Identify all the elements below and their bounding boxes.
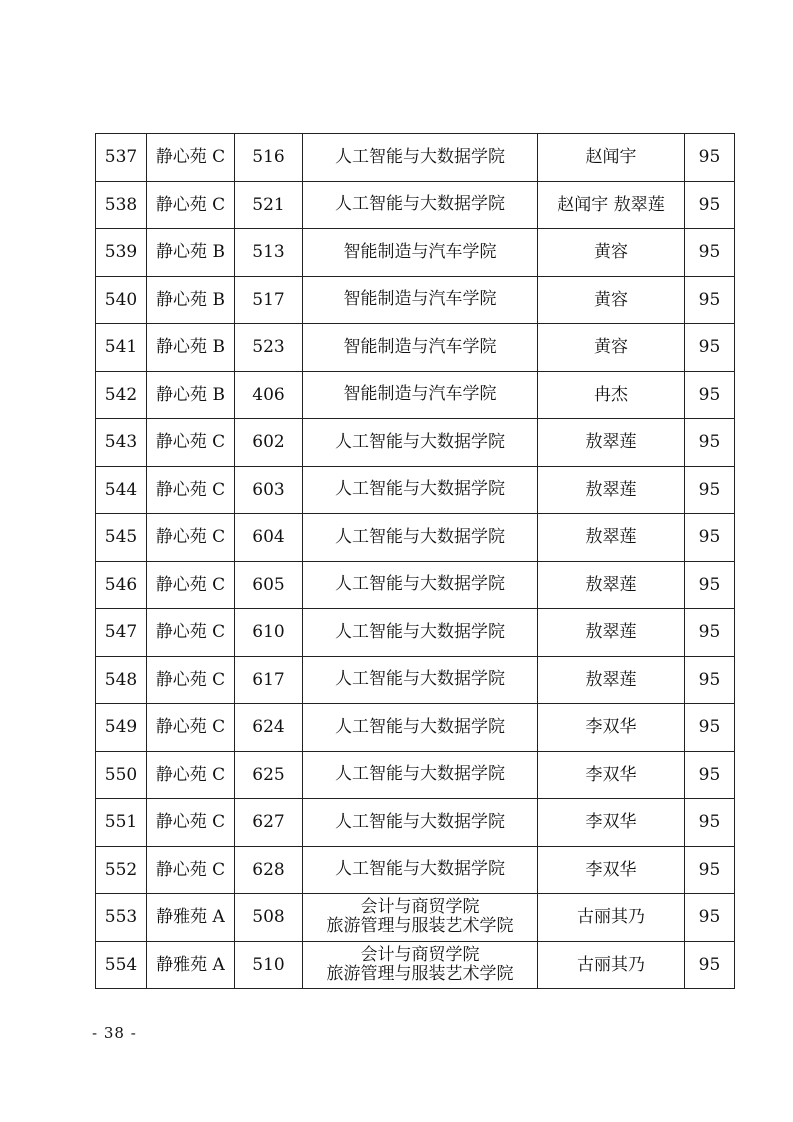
college-cell [303, 324, 538, 372]
row-number-cell: 552 [96, 846, 147, 894]
room-number-cell: 604 [235, 514, 303, 562]
room-number-cell: 510 [235, 941, 303, 989]
score-cell: 95 [685, 846, 735, 894]
college-name-line: 旅游管理与服装艺术学院 [326, 916, 514, 937]
college-name-line: 人工智能与大数据学院 [335, 194, 505, 215]
college-cell [303, 846, 538, 894]
college-cell [303, 229, 538, 277]
building-cell: 静心苑 C [147, 656, 235, 704]
score-cell: 95 [685, 371, 735, 419]
room-number-cell: 602 [235, 419, 303, 467]
room-number-cell: 508 [235, 894, 303, 942]
room-number-cell: 406 [235, 371, 303, 419]
row-number-cell: 540 [96, 276, 147, 324]
table-row [96, 134, 735, 182]
score-cell: 95 [685, 514, 735, 562]
table-row [96, 656, 735, 704]
building-cell: 静心苑 C [147, 799, 235, 847]
row-number-cell: 554 [96, 941, 147, 989]
college-name-line: 人工智能与大数据学院 [335, 764, 505, 785]
college-name-line: 人工智能与大数据学院 [335, 859, 505, 880]
table-row [96, 799, 735, 847]
room-number-cell: 625 [235, 751, 303, 799]
room-number-cell: 605 [235, 561, 303, 609]
person-in-charge-cell: 冉杰 [538, 371, 685, 419]
college-name-line: 人工智能与大数据学院 [335, 574, 505, 595]
building-cell: 静心苑 C [147, 514, 235, 562]
college-name-line: 人工智能与大数据学院 [335, 669, 505, 690]
person-in-charge-cell: 李双华 [538, 751, 685, 799]
score-cell: 95 [685, 894, 735, 942]
table-row [96, 894, 735, 942]
room-number-cell: 617 [235, 656, 303, 704]
college-cell [303, 751, 538, 799]
person-in-charge-cell: 赵闻宇 敖翠莲 [538, 181, 685, 229]
college-cell [303, 561, 538, 609]
table-row [96, 704, 735, 752]
score-cell: 95 [685, 656, 735, 704]
building-cell: 静心苑 C [147, 134, 235, 182]
building-cell: 静心苑 C [147, 181, 235, 229]
table-row [96, 751, 735, 799]
row-number-cell: 548 [96, 656, 147, 704]
row-number-cell: 543 [96, 419, 147, 467]
table-row [96, 181, 735, 229]
college-name-line: 人工智能与大数据学院 [335, 716, 505, 737]
score-cell: 95 [685, 609, 735, 657]
college-name-line: 智能制造与汽车学院 [343, 241, 497, 262]
college-cell [303, 799, 538, 847]
row-number-cell: 541 [96, 324, 147, 372]
college-cell [303, 466, 538, 514]
college-name-line: 旅游管理与服装艺术学院 [326, 963, 514, 984]
college-name-line: 人工智能与大数据学院 [335, 526, 505, 547]
building-cell: 静雅苑 A [147, 894, 235, 942]
college-cell [303, 609, 538, 657]
row-number-cell: 550 [96, 751, 147, 799]
score-cell: 95 [685, 276, 735, 324]
dormitory-score-table [95, 133, 735, 989]
row-number-cell: 547 [96, 609, 147, 657]
row-number-cell: 551 [96, 799, 147, 847]
college-name-line: 会计与商贸学院 [360, 944, 480, 965]
college-name-line: 智能制造与汽车学院 [343, 289, 497, 310]
person-in-charge-cell: 李双华 [538, 799, 685, 847]
college-cell [303, 894, 538, 942]
college-cell [303, 941, 538, 989]
table-body [96, 134, 735, 989]
building-cell: 静心苑 C [147, 609, 235, 657]
score-cell: 95 [685, 704, 735, 752]
building-cell: 静心苑 C [147, 466, 235, 514]
table-row [96, 371, 735, 419]
room-number-cell: 513 [235, 229, 303, 277]
college-name-line: 人工智能与大数据学院 [335, 146, 505, 167]
building-cell: 静心苑 C [147, 419, 235, 467]
building-cell: 静雅苑 A [147, 941, 235, 989]
person-in-charge-cell: 古丽其乃 [538, 941, 685, 989]
row-number-cell: 542 [96, 371, 147, 419]
room-number-cell: 610 [235, 609, 303, 657]
room-number-cell: 521 [235, 181, 303, 229]
person-in-charge-cell: 李双华 [538, 846, 685, 894]
person-in-charge-cell: 李双华 [538, 704, 685, 752]
college-name-line: 智能制造与汽车学院 [343, 336, 497, 357]
person-in-charge-cell: 敖翠莲 [538, 419, 685, 467]
college-name-line: 会计与商贸学院 [360, 897, 480, 918]
table-row [96, 276, 735, 324]
row-number-cell: 539 [96, 229, 147, 277]
room-number-cell: 523 [235, 324, 303, 372]
person-in-charge-cell: 敖翠莲 [538, 466, 685, 514]
college-cell [303, 656, 538, 704]
college-cell [303, 704, 538, 752]
person-in-charge-cell: 黄容 [538, 276, 685, 324]
college-cell [303, 371, 538, 419]
college-name-line: 人工智能与大数据学院 [335, 479, 505, 500]
college-name-line: 人工智能与大数据学院 [335, 621, 505, 642]
table-row [96, 466, 735, 514]
row-number-cell: 549 [96, 704, 147, 752]
table-row [96, 846, 735, 894]
table-row [96, 324, 735, 372]
room-number-cell: 516 [235, 134, 303, 182]
college-name-line: 人工智能与大数据学院 [335, 811, 505, 832]
person-in-charge-cell: 敖翠莲 [538, 561, 685, 609]
person-in-charge-cell: 黄容 [538, 229, 685, 277]
college-name-line: 人工智能与大数据学院 [335, 431, 505, 452]
row-number-cell: 546 [96, 561, 147, 609]
person-in-charge-cell: 黄容 [538, 324, 685, 372]
room-number-cell: 628 [235, 846, 303, 894]
person-in-charge-cell: 敖翠莲 [538, 656, 685, 704]
building-cell: 静心苑 C [147, 846, 235, 894]
score-cell: 95 [685, 561, 735, 609]
score-cell: 95 [685, 324, 735, 372]
room-number-cell: 627 [235, 799, 303, 847]
score-cell: 95 [685, 181, 735, 229]
table-row [96, 609, 735, 657]
college-cell [303, 134, 538, 182]
room-number-cell: 517 [235, 276, 303, 324]
building-cell: 静心苑 C [147, 561, 235, 609]
building-cell: 静心苑 B [147, 229, 235, 277]
building-cell: 静心苑 B [147, 324, 235, 372]
table-row [96, 229, 735, 277]
room-number-cell: 624 [235, 704, 303, 752]
building-cell: 静心苑 B [147, 276, 235, 324]
row-number-cell: 538 [96, 181, 147, 229]
score-cell: 95 [685, 229, 735, 277]
person-in-charge-cell: 敖翠莲 [538, 514, 685, 562]
page-number: - 38 - [92, 1024, 137, 1042]
building-cell: 静心苑 C [147, 704, 235, 752]
college-cell [303, 514, 538, 562]
score-cell: 95 [685, 799, 735, 847]
score-cell: 95 [685, 941, 735, 989]
table-row [96, 561, 735, 609]
row-number-cell: 537 [96, 134, 147, 182]
building-cell: 静心苑 B [147, 371, 235, 419]
table-row [96, 941, 735, 989]
row-number-cell: 553 [96, 894, 147, 942]
score-cell: 95 [685, 466, 735, 514]
college-cell [303, 419, 538, 467]
score-cell: 95 [685, 134, 735, 182]
row-number-cell: 544 [96, 466, 147, 514]
college-cell [303, 181, 538, 229]
score-cell: 95 [685, 419, 735, 467]
person-in-charge-cell: 敖翠莲 [538, 609, 685, 657]
table-row [96, 419, 735, 467]
score-cell: 95 [685, 751, 735, 799]
room-number-cell: 603 [235, 466, 303, 514]
college-cell [303, 276, 538, 324]
college-name-line: 智能制造与汽车学院 [343, 384, 497, 405]
person-in-charge-cell: 赵闻宇 [538, 134, 685, 182]
building-cell: 静心苑 C [147, 751, 235, 799]
person-in-charge-cell: 古丽其乃 [538, 894, 685, 942]
table-row [96, 514, 735, 562]
row-number-cell: 545 [96, 514, 147, 562]
